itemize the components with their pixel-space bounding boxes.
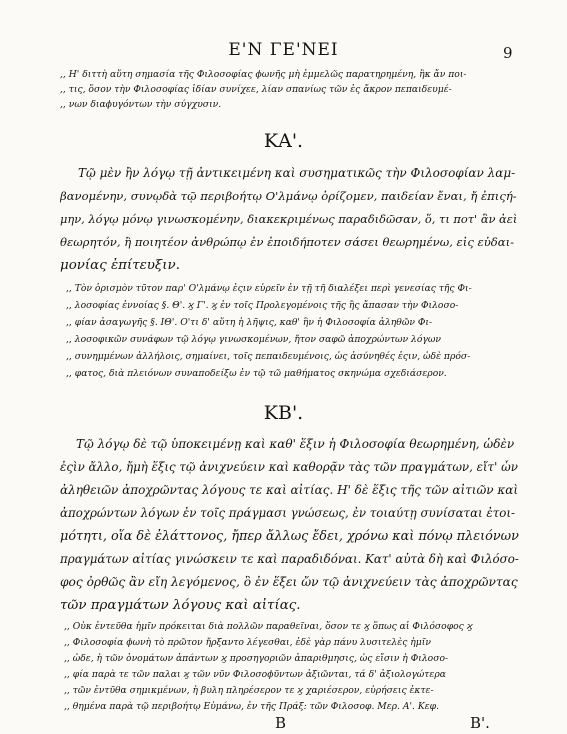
- footnote-line: ,, λοσοφικῶν συνάφων τῷ λόγῳ γινωσκομένων, ἤτον σαφῶ ἀποχρώντων λόγων: [66, 334, 441, 345]
- footnote-line: ,, θημένα παρὰ τῷ περιβοήτῳ Εὐμάνω, ἐν τῆς Πράξ: τῶν Φιλοσοφ. Μερ. Α'. Κεφ.: [64, 701, 440, 712]
- body-line: Τῷ λόγῳ δὲ τῷ ὑποκειμένῃ καὶ καθ' ἕξιν ἡ Φιλοσοφία θεωρημένη, ὡδὲν: [76, 437, 515, 451]
- body-line: θεωρητόν, ἢ ποιητέον ἀνθρώπῳ ἐν ἐποιδήποτεν σάσει θεωρημένω, εἰς εὐδαι-: [60, 235, 515, 249]
- section-heading-ka: ΚΑ'.: [263, 130, 304, 152]
- footnote-line: ,, Τὸν ὁρισμὸν τῦτον παρ' Ο'λμάνῳ ἐςιν εὑρεῖν ἐν τῇ τῆ διαλέξει περὶ γενεσίας τῆς Φι-: [66, 283, 472, 294]
- footnote-line: ,, νων διαϕυγόντων τὴν σύγχυσιν.: [60, 99, 222, 110]
- footnote-line: ,, τῶν ἐντῦθα σημικμένων, ἡ βυλη πληρέσερον τε ϗ χαριέσερον, εὑρήσεις ἐκτε-: [64, 685, 434, 696]
- footnote-line: ,, τις, ὅσον τὴν Φιλοσοφίας ἰδίαν συνίχεε, λίαν σπανίως τῶν ἐς ἄκρον πεπαιδευμέ-: [60, 84, 452, 95]
- body-line: τῶν πραγμάτων λόγους καὶ αἰτίας.: [60, 598, 301, 613]
- footnote-line: ,, φατος, διὰ πλειόνων συναποδείξω ἐν τῷ τῶ μαθήματος σκηνώμα σχεδιάσερον.: [66, 368, 447, 379]
- body-line: βανομένην, συνῳδὰ τῷ περιβοήτῳ Ο'λμάνῳ ὁρίζομεν, παιδείαν ἔναι, ἤ ἐπιςή-: [60, 189, 517, 203]
- body-line: ἀποχρώντων λόγων ἐν τοῖς πράγμασι γνώσεως, ἐν τοιαύτῃ συνίσαται ἐτοι-: [60, 506, 515, 520]
- section-heading-kb: ΚΒ'.: [263, 402, 304, 424]
- body-line: πραγμάτων αἰτίας γινώσκειν τε καὶ παραδιδόναι. Κατ' αὐτὰ δὴ καὶ Φιλόσο-: [60, 552, 519, 566]
- body-line: φος ὀρθῶς ἂν εἴη λεγόμενος, ὃ ἐν ἕξει ὤν τῷ ἀνιχνεύειν τὰς ἀποχρῶντας: [60, 575, 518, 589]
- body-line: μότητι, οἵα δὲ ἐλάττονος, ἤπερ ἄλλως ἔδει, χρόνω καὶ πόνῳ πλειόνων: [60, 529, 519, 544]
- footnote-line: ,, φία παρὰ τε τῶν παλαι ϗ τῶν νῦν Φιλοσοϕῦντων ἀξιῶνται, τά δ' ἀξιολογώτερα: [64, 669, 446, 680]
- body-line: μονίας ἐπίτευξιν.: [60, 258, 180, 273]
- signature-mark: B: [275, 714, 287, 732]
- footnote-line: ,, Οὐκ ἐντεῦθα ἡμῖν πρόκειται διὰ πολλῶν παραθεῖναι, ὅσον τε ϗ ὅπως αἱ Φιλόσοφος ϗ: [64, 621, 473, 632]
- body-line: Τῷ μὲν ἢν λόγῳ τῇ ἀντικειμένη καὶ συσηματικῶς τὴν Φιλοσοφίαν λαμ-: [78, 166, 516, 180]
- page-number: 9: [503, 44, 513, 62]
- body-line: μην, λόγῳ μόνῳ γινωσκομένην, διακεκριμένως παραδιδῶσαν, ὅ, τι ποτ' ἂν ἀεὶ: [60, 212, 518, 226]
- footnote-line: ,, ὧδε, ἡ τῶν ὀνομάτων ἀπάντων ϗ προσηγοριῶν ἀπαριθμησις, ὡς εἴσιν ἡ Φιλοσο-: [64, 653, 449, 664]
- footnote-line: ,, λοσοφίας ἐννοίας §. Θ'. ϗ Γ'. ϗ ἐν τοῖς Προλεγομένοις τῆς ἢς ἄπασαν τὴν Φιλοσο-: [66, 300, 459, 311]
- running-header: Ε'Ν ΓΕ'ΝΕΙ: [228, 40, 339, 60]
- footnote-line: ,, φίαν ἀσαγωγῆς §. ΙΘ'. Ο'τι δ' αὕτη ἡ λῆψις, καθ' ἣν ἡ Φιλοσοφία ἀληθῶν Φι-: [66, 317, 433, 328]
- catchword: B'.: [470, 714, 490, 732]
- body-line: ἀληθειῶν ἀποχρῶντας λόγους τε καὶ αἰτίας. Η' δὲ ἕξις τῆς τῶν αἰτιῶν καὶ: [60, 483, 519, 497]
- footnote-line: ,, Η' διττὴ αὕτη σημασία τῆς Φιλοσοφίας ϕωνῆς μὴ ἐμμελῶς παρατηρημένη, ἢκ ἄν ποι-: [60, 69, 467, 80]
- body-line: ἐςὶν ἄλλο, ἤμὴ ἕξις τῷ ἀνιχνεύειν καὶ καθορᾷν τὰς τῶν πραγμάτων, εἴτ' ὧν: [60, 460, 518, 474]
- footnote-line: ,, συνημμένων ἀλλήλοις, σημαίνει, τοῖς πεπαιδευμένοις, ὡς ἀσύνηθές ἐςιν, ὡδὲ πρόσ-: [66, 351, 471, 362]
- footnote-line: ,, Φιλοσοφία ϕωνὴ τὸ πρῶτον ἤρξαντο λέγεσθαι, ἐδὲ γὰρ πάνυ λυσιτελὲς ἡμῖν: [64, 637, 431, 648]
